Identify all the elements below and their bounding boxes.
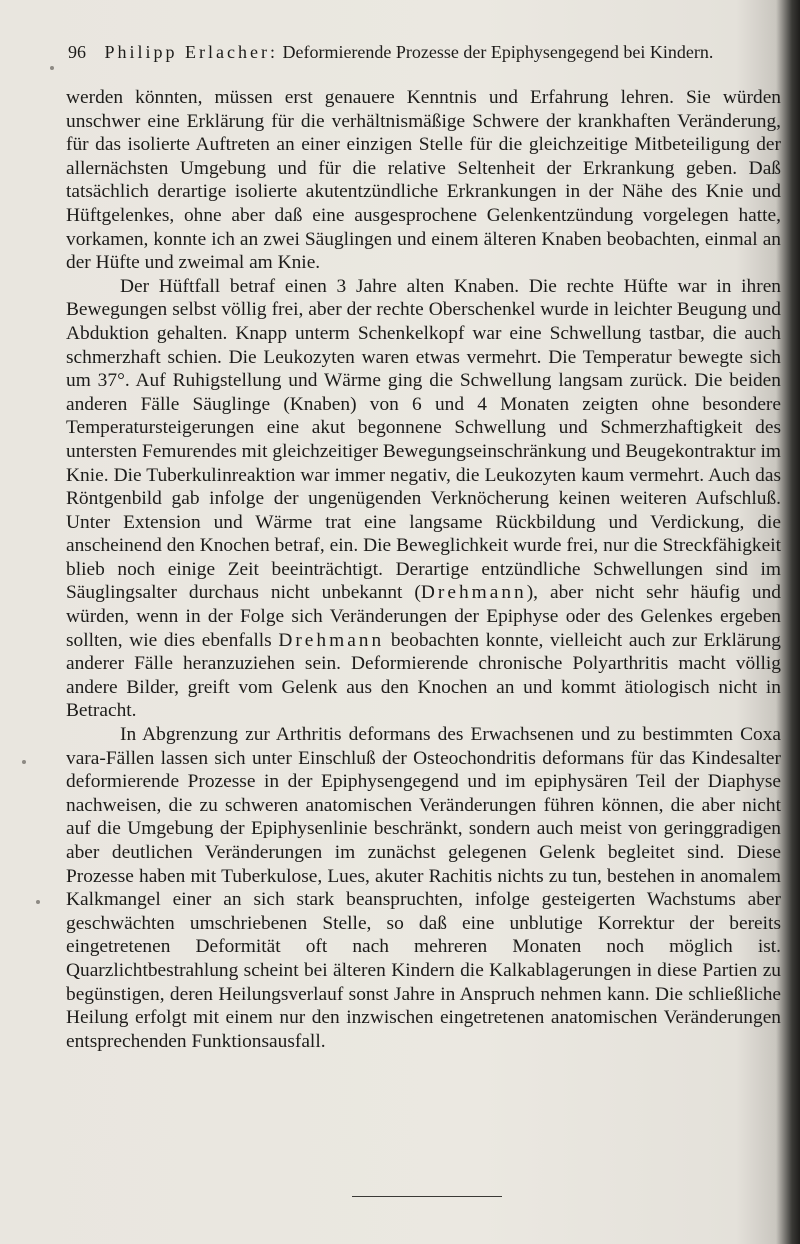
paragraph-2 bbox=[66, 275, 781, 723]
body-text bbox=[66, 86, 781, 1053]
page-number: 96 bbox=[68, 42, 86, 62]
paragraph-2-part-1: Der Hüftfall betraf einen 3 Jahre alten Knaben. Die rechte Hüfte war in ihren Bewegungen selbst völlig frei, aber der rechte Oberschenkel wurde in leichter Beugung und Abduktion gehalten. Knapp unterm Schenkelkopf war eine Schwellung tastbar, die auch schmerzhaft schien. Die Leukozyten waren etwas vermehrt. Die Temperatur bewegte sich um 37°. Auf Ruhigstellung und Wärme ging die Schwellung langsam zurück. Die beiden anderen Fälle Säuglinge (Knaben) von 6 und 4 Monaten zeigten ohne besondere Temperatursteigerungen eine akut begonnene Schwellung und Schmerzhaftigkeit des untersten Femurendes mit gleichzeitiger Bewegungseinschränkung und Beugekontraktur im Knie. Die Tuberkulinreaktion war immer negativ, die Leukozyten kaum vermehrt. Auch das Röntgenbild gab infolge der ungenügenden Verknöcherung keinen weiteren Aufschluß. Unter Extension und Wärme trat eine langsame Rückbildung und Verdickung, die anscheinend den Knochen betraf, ein. Die Beweglichkeit wurde frei, nur die Streckfähigkeit blieb noch einige Zeit beeinträchtigt. Derartige entzündliche Schwellungen sind im Säuglingsalter durchaus nicht unbekannt ( bbox=[66, 275, 781, 604]
scan-speck bbox=[50, 66, 54, 70]
scan-speck bbox=[22, 760, 26, 764]
author-name-drehmann: Drehmann bbox=[420, 582, 527, 604]
scan-speck bbox=[36, 900, 40, 904]
header-title: Deformierende Prozesse der Epiphysengegend bei Kindern. bbox=[282, 42, 714, 62]
running-header bbox=[68, 42, 780, 63]
paragraph-3: In Abgrenzung zur Arthritis deformans des Erwachsenen und zu bestimmten Coxa vara-Fällen lassen sich unter Einschluß der Osteochondritis deformans für das Kindesalter deformierende Prozesse in der Epiphysengegend und im epiphysären Teil der Diaphyse nachweisen, die zu schweren anatomischen Veränderungen führen können, die aber nicht auf die Umgebung der Epiphysenlinie beschränkt, sondern auch meist von geringgradigen aber deutlichen Veränderungen im zunächst gelegenen Gelenk begleitet sind. Diese Prozesse haben mit Tuberkulose, Lues, akuter Rachitis nichts zu tun, bestehen in anomalem Kalkmangel einer an sich stark beanspruchten, infolge gesteigerten Wachstums aber geschwächten umschriebenen Stelle, so daß eine unblutige Korrektur der bereits eingetretenen Deformität oft nach mehreren Monaten noch möglich ist. Quarzlichtbestrahlung scheint bei älteren Kindern die Kalkablagerungen in diese Partien zu begünstigen, deren Heilungsverlauf sonst Jahre in Anspruch nehmen kann. Die schließliche Heilung erfolgt mit einem nur den inzwischen eingetretenen anatomischen Veränderungen entsprechenden Funktionsausfall. bbox=[66, 724, 781, 1052]
paragraph-2-part-3: beobachten konnte, vielleicht auch zur Erklärung anderer Fälle heranzuziehen sein. Deformierende chronische Polyarthritis macht völlig andere Bilder, greift vom Gelenk aus den Knochen an und kommt ätiologisch nicht in Betracht. bbox=[66, 629, 781, 722]
header-author: Philipp Erlacher: bbox=[104, 42, 278, 62]
paragraph-2-part-2: ), aber nicht sehr häufig und würden, wenn in der Folge sich Veränderungen der Epiphyse oder des Gelenkes ergeben sollten, wie dies ebenfalls bbox=[66, 582, 782, 651]
paragraph-1: werden könnten, müssen erst genauere Kenntnis und Erfahrung lehren. Sie würden unschwer eine Erklärung für die verhältnismäßige Schwere der krankhaften Veränderung, für das isolierte Auftreten an einer einzigen Stelle für die gleichzeitige Mitbeteiligung der allernächsten Umgebung und für die relative Seltenheit der Erkrankung geben. Daß tatsächlich derartige isolierte akutentzündliche Erkrankungen in der Nähe des Knie und Hüftgelenkes, ohne aber daß eine ausgesprochene Gelenkentzündung vorgelegen hatte, vorkamen, konnte ich an zwei Säuglingen und einem älteren Knaben beobachten, einmal an der Hüfte und zweimal am Knie. bbox=[66, 87, 781, 274]
author-name-drehmann: Drehmann bbox=[278, 629, 385, 651]
running-title bbox=[105, 42, 714, 62]
end-rule bbox=[352, 1196, 502, 1197]
